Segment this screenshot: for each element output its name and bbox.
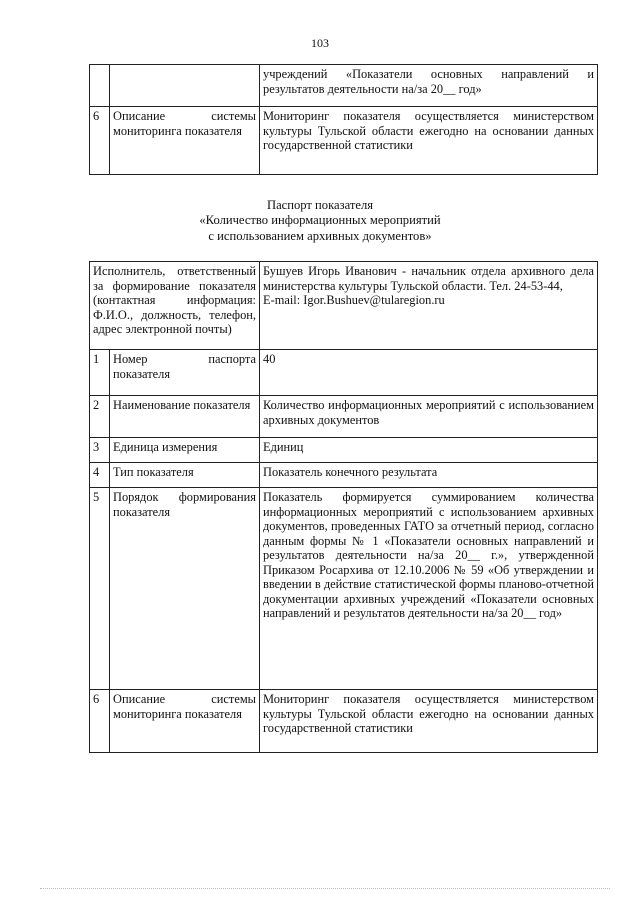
executor-email: E-mail: Igor.Bushuev@tularegion.ru — [263, 293, 445, 307]
row-value-cell: Показатель конечного результата — [260, 463, 598, 488]
row-label-cell: Единица измерения — [110, 438, 260, 463]
row-value-cell: Единиц — [260, 438, 598, 463]
passport-table — [89, 261, 598, 753]
row-number-cell: 4 — [90, 463, 110, 488]
row-value-cell: Мониторинг показателя осуществляется министерством культуры Тульской области ежегодно на основании данных государственной статистики — [260, 107, 598, 175]
executor-row — [90, 262, 598, 350]
executor-label: Исполнитель, ответственный за формирование показателя (контактная информация: Ф.И.О., должность, телефон, адрес электронной почты) — [90, 262, 260, 350]
row-label-cell: Наименование показателя — [110, 396, 260, 438]
table-row — [90, 690, 598, 753]
passport-title-line: «Количество информационных мероприятий — [199, 213, 441, 228]
table-row — [90, 350, 598, 396]
row-number-cell — [90, 65, 110, 107]
passport-title — [0, 198, 640, 244]
passport-title-line: Паспорт показателя — [266, 198, 374, 212]
scan-artifact-line — [40, 888, 610, 891]
executor-value — [260, 262, 598, 350]
row-label-cell — [110, 65, 260, 107]
row-number-cell: 5 — [90, 488, 110, 690]
row-number-cell: 2 — [90, 396, 110, 438]
table-row — [90, 463, 598, 488]
top-table — [89, 64, 598, 175]
row-label-cell: Описание системы мониторинга показателя — [110, 690, 260, 753]
row-value-cell: Количество информационных мероприятий с использованием архивных документов — [260, 396, 598, 438]
table-row — [90, 438, 598, 463]
row-number-cell: 1 — [90, 350, 110, 396]
row-value-cell: Мониторинг показателя осуществляется министерством культуры Тульской области ежегодно на основании данных государственной статистики — [260, 690, 598, 753]
page-number: 103 — [311, 36, 329, 50]
row-label-cell: Порядок формирования показателя — [110, 488, 260, 690]
row-label-cell: Описание системы мониторинга показателя — [110, 107, 260, 175]
row-number-cell: 6 — [90, 107, 110, 175]
row-value-cell: учреждений «Показатели основных направлений и результатов деятельности на/за 20__ год» — [260, 65, 598, 107]
row-value-cell: Показатель формируется суммированием количества информационных мероприятий с использованием архивных документов, проведенных ГАТО за отчетный период, согласно данным формы № 1 «Показатели основных направлений и результатов деятельности на/за 20__ г.», утвержденной Приказом Росархива от 12.10.2006 № 59 «Об утверждении и введении в действие статистической формы планово-отчетной документации архивных учреждений «Показатели основных направлений и результатов деятельности на/за 20__ год» — [260, 488, 598, 690]
row-label-cell: Номер паспорта показателя — [110, 350, 260, 396]
table-row — [90, 488, 598, 690]
row-number-cell: 3 — [90, 438, 110, 463]
table-row — [90, 65, 598, 107]
executor-name: Бушуев Игорь Иванович - начальник отдела архивного дела министерства культуры Тульской области. Тел. 24-53-44, — [263, 264, 594, 293]
passport-title-line: с использованием архивных документов» — [208, 228, 432, 243]
row-number-cell: 6 — [90, 690, 110, 753]
table-row — [90, 107, 598, 175]
table-row — [90, 396, 598, 438]
row-value-cell: 40 — [260, 350, 598, 396]
row-label-cell: Тип показателя — [110, 463, 260, 488]
